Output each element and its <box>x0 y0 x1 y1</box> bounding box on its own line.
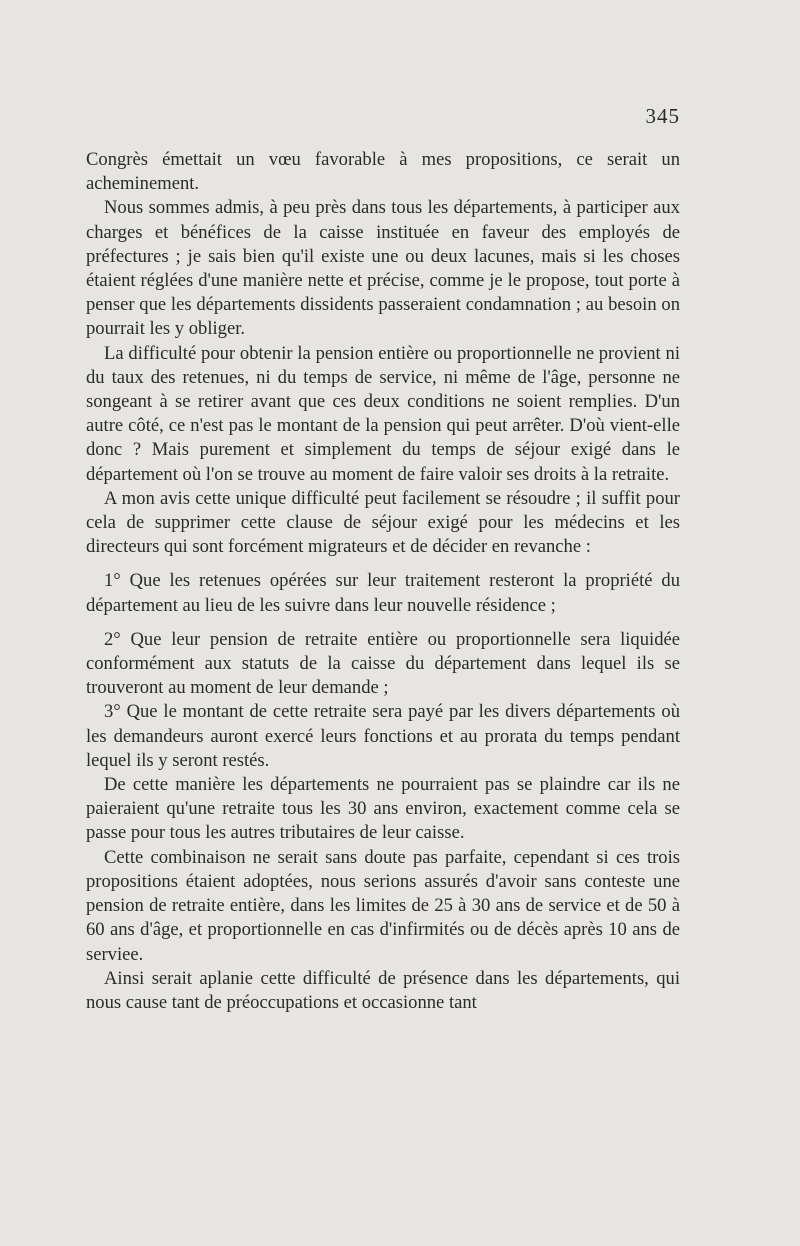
paragraph: A mon avis cette unique difficulté peut facilement se résoudre ; il suffit pour cela de supprimer cette clause de séjour exigé pour les médecins et les directeurs qui sont forcément migrateurs et de décider en revanche : <box>86 487 680 558</box>
paragraph: De cette manière les départements ne pourraient pas se plaindre car ils ne paieraient qu'une retraite tous les 30 ans environ, exactement comme cela se passe pour tous les autres tributaires de leur caisse. <box>86 774 680 844</box>
numbered-item-2: 2° Que leur pension de retraite entière ou proportionnelle sera liquidée conformément aux statuts de la caisse du département dans lequel ils se trouveront au moment de leur demande ; <box>86 628 680 699</box>
paragraph: Ainsi serait aplanie cette difficulté de présence dans les départements, qui nous cause tant de préoccupations et occasionne tant <box>86 967 680 1013</box>
paragraph: Congrès émettait un vœu favorable à mes propositions, ce serait un acheminement. <box>86 149 680 195</box>
numbered-item-1: 1° Que les retenues opérées sur leur traitement resteront la propriété du département au lieu de les suivre dans leur nouvelle résidence ; <box>86 570 680 616</box>
numbered-item-3: 3° Que le montant de cette retraite sera payé par les divers départements où les demandeurs auront exercé leurs fonctions et au prorata du temps pendant lequel ils y seront restés. <box>86 701 680 771</box>
paragraph: Cette combinaison ne serait sans doute pas parfaite, cependant si ces trois propositions étaient adoptées, nous serions assurés d'avoir sans conteste une pension de retraite entière, dans les limites de 25 à 30 ans de service et de 50 à 60 ans d'âge, et proportionnelle en cas d'infirmités ou de décès après 10 ans de serviee. <box>86 846 680 965</box>
paragraph: Nous sommes admis, à peu près dans tous les départements, à participer aux charges et bénéfices de la caisse instituée en faveur des employés de préfectures ; je sais bien qu'il existe une ou deux lacunes, mais si les choses étaient réglées d'une manière nette et précise, comme je le propose, tout porte à penser que les départements dissidents passeraient condamnation ; au besoin on pourrait les y obliger. <box>86 197 680 340</box>
page-number: 345 <box>645 104 680 128</box>
paragraph: La difficulté pour obtenir la pension entière ou proportionnelle ne provient ni du taux des retenues, ni du temps de service, ni même de l'âge, personne ne songeant à se retirer avant que ces deux conditions ne soient remplies. D'un autre côté, ce n'est pas le montant de la pension qui peut arrêter. D'où vient-elle donc ? Mais purement et simplement du temps de séjour exigé dans le département où l'on se trouve au moment de faire valoir ses droits à la retraite. <box>86 342 680 485</box>
body-text <box>86 148 680 1015</box>
